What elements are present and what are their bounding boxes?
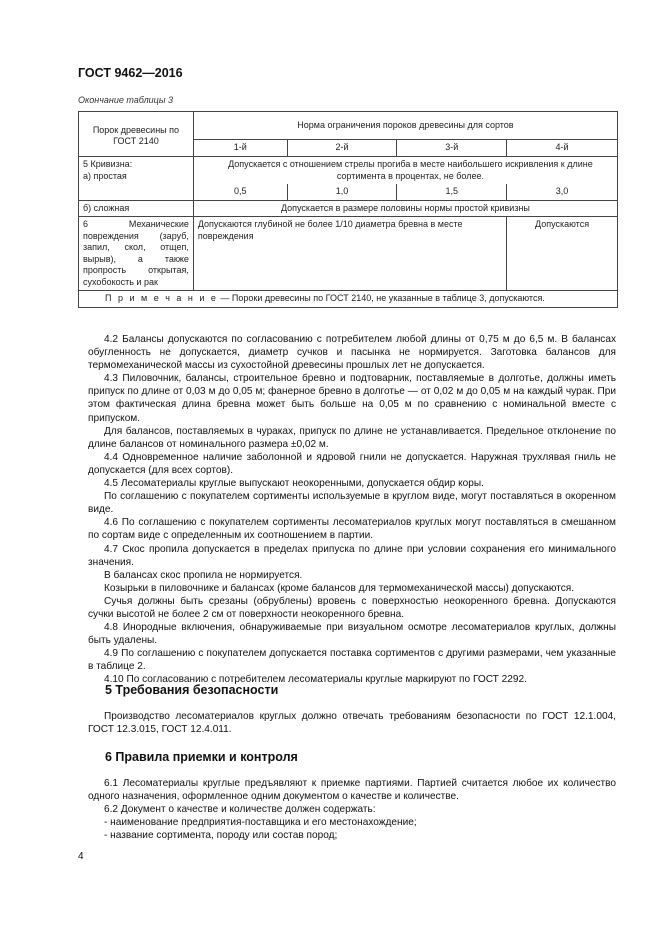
curvature-value: 1,0 (287, 184, 397, 200)
paragraph: Козырьки в пиловочнике и балансах (кроме балансов для термомеханической массы) допускаются. (104, 582, 575, 594)
table-note (79, 291, 618, 308)
section5-body (88, 710, 616, 736)
paragraph: 4.4 Одновременное наличие заболонной и ядровой гнили не допускается. Наружная трухлявая гниль не допускается (для всех сортов). (88, 451, 616, 476)
curvature-note: Допускается с отношением стрелы прогиба в месте наибольшего искривления к длине сортимента в процентах, не более. (193, 157, 617, 185)
paragraph: 4.3 Пиловочник, балансы, строительное бревно и подтоварник, поставляемые в долготье, должны иметь припуск по длине от 0,03 м до 0,05 м; фанерное бревно в долготье — от 0,02 м до 0,05 м на каждый чурак. При этом фактическая длина бревна может быть больше на 0,05 м по сравнению с номинальной вместе с припуском. (88, 373, 616, 424)
grade-header: 3-й (397, 140, 507, 157)
row-label-curvature: 5 Кривизна: а) простая (79, 157, 194, 201)
mechanical-damage-text: Допускаются глубиной не более 1/10 диаметра бревна в месте повреждения (193, 217, 506, 291)
grade-header: 1-й (193, 140, 287, 157)
paragraph: 4.9 По соглашению с покупателем допускается поставка сортиментов с другими размерами, чем указанные в таблице 2. (88, 648, 616, 673)
section5-title: 5 Требования безопасности (105, 683, 279, 697)
defects-table (78, 111, 618, 308)
row-label-mechanical: 6 Механические повреждения (заруб, запил, скол, отщеп, вырыв), а также пропрость открытая, сухобокость и рак (79, 217, 194, 291)
curvature-value: 1,5 (397, 184, 507, 200)
paragraph: 4.10 По согласованию с потребителем лесоматериалы круглые маркируют по ГОСТ 2292. (104, 674, 527, 686)
col-defect-header: Порок древесины по ГОСТ 2140 (79, 112, 194, 157)
paragraph: 4.6 По соглашению с покупателем сортименты лесоматериалов круглых могут поставляться в смешанном по сортам виде с определенным их соотношением в партии. (88, 517, 616, 542)
paragraph: 6.1 Лесоматериалы круглые предъявляют к приемке партиями. Партией считается любое их количество одного назначения, оформленное одним документом о качестве и количестве. (88, 778, 616, 803)
row-label-complex: б) сложная (79, 200, 194, 217)
paragraph: По соглашению с покупателем сортименты используемые в круглом виде, могут поставляться в окоренном виде. (88, 491, 616, 516)
table-caption: Окончание таблицы 3 (78, 95, 173, 105)
list-item: - наименование предприятия-поставщика и его местонахождение; (104, 817, 417, 829)
grade-header: 4-й (507, 140, 618, 157)
document-header: ГОСТ 9462—2016 (78, 66, 183, 80)
note-text: — Пороки древесины по ГОСТ 2140, не указанные в таблице 3, допускаются. (217, 293, 545, 304)
complex-curvature-text: Допускается в размере половины нормы простой кривизны (193, 200, 617, 217)
curvature-value: 0,5 (193, 184, 287, 200)
paragraph: 4.8 Инородные включения, обнаруживаемые при визуальном осмотре лесоматериалов круглых, должны быть удалены. (88, 622, 616, 647)
paragraph: 4.5 Лесоматериалы круглые выпускают неокоренными, допускается обдир коры. (104, 478, 484, 490)
section4-body (88, 333, 616, 687)
grade-header: 2-й (287, 140, 397, 157)
paragraph: 6.2 Документ о качестве и количестве должен содержать: (104, 804, 376, 816)
paragraph: В балансах скос пропила не нормируется. (104, 569, 303, 581)
list-item: - название сортимента, породу или состав пород; (104, 830, 338, 842)
grades-group-header: Норма ограничения пороков древесины для сортов (193, 112, 617, 140)
mechanical-damage-grade4: Допускаются (507, 217, 618, 291)
page-number: 4 (78, 851, 84, 862)
paragraph: Сучья должны быть срезаны (обрублены) вровень с поверхностью неокоренного бревна. Допускаются сучки высотой не более 2 см от поверхности неокоренного бревна. (88, 595, 616, 620)
section6-body (88, 777, 616, 842)
paragraph: 4.7 Скос пропила допускается в пределах припуска по длине при условии сохранения его минимального значения. (88, 543, 616, 568)
section6-title: 6 Правила приемки и контроля (105, 750, 298, 764)
note-label: П р и м е ч а н и е (105, 293, 218, 304)
paragraph: 4.2 Балансы допускаются по согласованию с потребителем любой длины от 0,75 м до 6,5 м. В балансах обугленность не допускается, диаметр сучков и пасынка не нормируется. Заготовка балансов для термомеханической массы из сухостойной древесины прошлых лет не допускается. (88, 334, 616, 372)
paragraph: Производство лесоматериалов круглых должно отвечать требованиям безопасности по ГОСТ 12.1.004, ГОСТ 12.3.015, ГОСТ 12.4.011. (88, 711, 616, 736)
curvature-value: 3,0 (507, 184, 618, 200)
paragraph: Для балансов, поставляемых в чураках, припуск по длине не устанавливается. Предельное отклонение по длине балансов от номинального размера ±0,02 м. (88, 425, 616, 450)
